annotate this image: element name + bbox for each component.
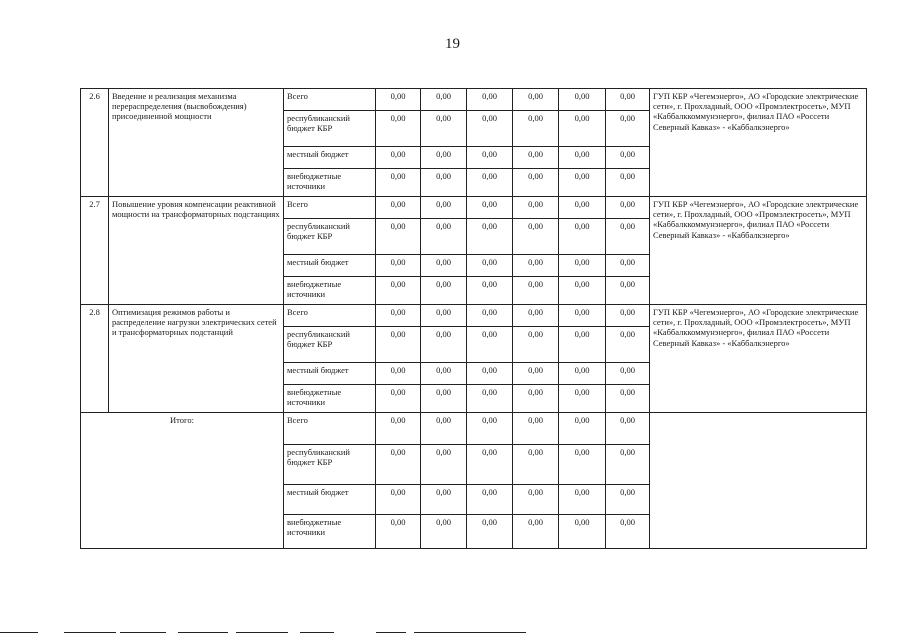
funding-value: 0,00 — [467, 197, 513, 219]
funding-value: 0,00 — [467, 363, 513, 385]
funding-value: 0,00 — [467, 515, 513, 549]
funding-value: 0,00 — [513, 485, 559, 515]
funding-value: 0,00 — [559, 147, 606, 169]
funding-source: Всего — [284, 305, 376, 327]
funding-value: 0,00 — [513, 111, 559, 147]
funding-value: 0,00 — [467, 219, 513, 255]
funding-value: 0,00 — [467, 385, 513, 413]
funding-value: 0,00 — [606, 485, 650, 515]
funding-value: 0,00 — [467, 147, 513, 169]
funding-value: 0,00 — [559, 305, 606, 327]
funding-value: 0,00 — [606, 197, 650, 219]
funding-value: 0,00 — [559, 89, 606, 111]
item-number: 2.6 — [81, 89, 109, 197]
funding-source: внебюджетные источники — [284, 169, 376, 197]
funding-source: Всего — [284, 89, 376, 111]
funding-value: 0,00 — [376, 413, 421, 445]
funding-value: 0,00 — [467, 305, 513, 327]
funding-source: Всего — [284, 197, 376, 219]
funding-value: 0,00 — [559, 413, 606, 445]
funding-source: местный бюджет — [284, 363, 376, 385]
item-number: 2.7 — [81, 197, 109, 305]
page-number: 19 — [445, 36, 460, 52]
funding-value: 0,00 — [513, 219, 559, 255]
funding-value: 0,00 — [421, 305, 467, 327]
funding-value: 0,00 — [513, 277, 559, 305]
funding-value: 0,00 — [376, 219, 421, 255]
funding-value: 0,00 — [421, 147, 467, 169]
funding-value: 0,00 — [421, 445, 467, 485]
funding-value: 0,00 — [559, 485, 606, 515]
funding-value: 0,00 — [421, 255, 467, 277]
funding-value: 0,00 — [559, 385, 606, 413]
funding-value: 0,00 — [513, 385, 559, 413]
funding-source: республиканский бюджет КБР — [284, 219, 376, 255]
item-name: Повышение уровня компенсации реактивной мощности на трансформаторных подстанциях — [109, 197, 284, 305]
funding-value: 0,00 — [421, 111, 467, 147]
funding-value: 0,00 — [421, 197, 467, 219]
funding-value: 0,00 — [376, 255, 421, 277]
funding-value: 0,00 — [606, 305, 650, 327]
funding-value: 0,00 — [559, 277, 606, 305]
funding-value: 0,00 — [513, 363, 559, 385]
funding-value: 0,00 — [376, 485, 421, 515]
funding-source: внебюджетные источники — [284, 515, 376, 549]
funding-value: 0,00 — [606, 111, 650, 147]
total-executors-empty — [650, 413, 867, 549]
funding-value: 0,00 — [559, 363, 606, 385]
funding-value: 0,00 — [421, 89, 467, 111]
funding-value: 0,00 — [376, 197, 421, 219]
funding-value: 0,00 — [376, 305, 421, 327]
footer-rule — [0, 626, 905, 638]
funding-value: 0,00 — [606, 515, 650, 549]
funding-value: 0,00 — [376, 327, 421, 363]
item-number: 2.8 — [81, 305, 109, 413]
funding-value: 0,00 — [606, 385, 650, 413]
funding-value: 0,00 — [606, 327, 650, 363]
funding-value: 0,00 — [467, 255, 513, 277]
funding-source: республиканский бюджет КБР — [284, 327, 376, 363]
funding-value: 0,00 — [513, 445, 559, 485]
funding-value: 0,00 — [467, 485, 513, 515]
table-row — [81, 305, 867, 327]
item-executors: ГУП КБР «Чегемэнерго», АО «Городские электрические сети», г. Прохладный, ООО «Промэлектросеть», МУП «Каббалккоммунэнерго», филиал ПАО «Россети Северный Кавказ» - «Каббалкэнерго» — [650, 197, 867, 305]
funding-value: 0,00 — [559, 169, 606, 197]
funding-source: республиканский бюджет КБР — [284, 445, 376, 485]
funding-value: 0,00 — [559, 255, 606, 277]
funding-value: 0,00 — [513, 147, 559, 169]
funding-value: 0,00 — [376, 515, 421, 549]
funding-value: 0,00 — [376, 111, 421, 147]
funding-table — [80, 88, 867, 549]
funding-source: республиканский бюджет КБР — [284, 111, 376, 147]
funding-value: 0,00 — [376, 147, 421, 169]
funding-source: местный бюджет — [284, 485, 376, 515]
funding-value: 0,00 — [376, 169, 421, 197]
funding-value: 0,00 — [467, 327, 513, 363]
funding-value: 0,00 — [513, 305, 559, 327]
funding-value: 0,00 — [421, 363, 467, 385]
funding-value: 0,00 — [559, 197, 606, 219]
funding-value: 0,00 — [606, 413, 650, 445]
funding-value: 0,00 — [421, 219, 467, 255]
funding-value: 0,00 — [513, 169, 559, 197]
funding-value: 0,00 — [376, 363, 421, 385]
funding-value: 0,00 — [606, 219, 650, 255]
funding-value: 0,00 — [606, 277, 650, 305]
funding-source: внебюджетные источники — [284, 277, 376, 305]
funding-value: 0,00 — [606, 363, 650, 385]
funding-value: 0,00 — [606, 147, 650, 169]
funding-value: 0,00 — [376, 385, 421, 413]
funding-value: 0,00 — [559, 219, 606, 255]
funding-value: 0,00 — [467, 169, 513, 197]
funding-source: местный бюджет — [284, 147, 376, 169]
funding-value: 0,00 — [513, 327, 559, 363]
funding-value: 0,00 — [513, 515, 559, 549]
funding-value: 0,00 — [467, 445, 513, 485]
funding-value: 0,00 — [559, 327, 606, 363]
item-executors: ГУП КБР «Чегемэнерго», АО «Городские электрические сети», г. Прохладный, ООО «Промэлектросеть», МУП «Каббалккоммунэнерго», филиал ПАО «Россети Северный Кавказ» - «Каббалкэнерго» — [650, 89, 867, 197]
funding-value: 0,00 — [606, 445, 650, 485]
funding-value: 0,00 — [376, 445, 421, 485]
funding-value: 0,00 — [421, 277, 467, 305]
funding-value: 0,00 — [467, 89, 513, 111]
funding-value: 0,00 — [376, 89, 421, 111]
funding-value: 0,00 — [421, 385, 467, 413]
funding-value: 0,00 — [421, 515, 467, 549]
funding-value: 0,00 — [559, 111, 606, 147]
total-label: Итого: — [81, 413, 284, 549]
funding-source: Всего — [284, 413, 376, 445]
funding-value: 0,00 — [513, 197, 559, 219]
funding-value: 0,00 — [606, 255, 650, 277]
funding-value: 0,00 — [376, 277, 421, 305]
funding-value: 0,00 — [606, 89, 650, 111]
funding-value: 0,00 — [513, 413, 559, 445]
item-executors: ГУП КБР «Чегемэнерго», АО «Городские электрические сети», г. Прохладный, ООО «Промэлектросеть», МУП «Каббалккоммунэнерго», филиал ПАО «Россети Северный Кавказ» - «Каббалкэнерго» — [650, 305, 867, 413]
funding-value: 0,00 — [513, 89, 559, 111]
funding-value: 0,00 — [467, 111, 513, 147]
funding-value: 0,00 — [421, 413, 467, 445]
item-name: Введение и реализация механизма перераспределения (высвобождения) присоединенной мощности — [109, 89, 284, 197]
funding-source: внебюджетные источники — [284, 385, 376, 413]
funding-value: 0,00 — [421, 169, 467, 197]
funding-source: местный бюджет — [284, 255, 376, 277]
funding-value: 0,00 — [559, 515, 606, 549]
total-row — [81, 413, 867, 445]
funding-value: 0,00 — [467, 277, 513, 305]
table-row — [81, 89, 867, 111]
table-row — [81, 197, 867, 219]
item-name: Оптимизация режимов работы и распределение нагрузки электрических сетей и трансформаторных подстанций — [109, 305, 284, 413]
funding-value: 0,00 — [467, 413, 513, 445]
funding-value: 0,00 — [606, 169, 650, 197]
funding-value: 0,00 — [513, 255, 559, 277]
funding-value: 0,00 — [421, 327, 467, 363]
funding-value: 0,00 — [421, 485, 467, 515]
funding-value: 0,00 — [559, 445, 606, 485]
